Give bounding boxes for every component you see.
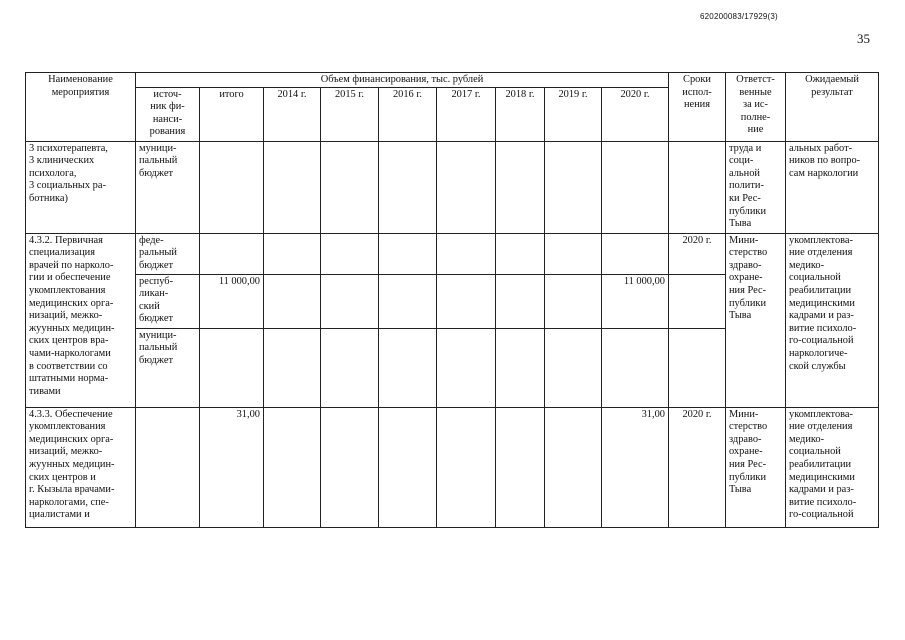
row-cell-2016: [379, 274, 437, 328]
row-term: 2020 г.: [669, 407, 726, 527]
row-total: [200, 233, 264, 274]
row-term: [669, 141, 726, 233]
row-cell-2018: [496, 407, 545, 527]
row-cell-2018: [496, 233, 545, 274]
row-name: 4.3.2. Первичная специализация врачей по нарколо- гии и обеспечение укомплектования медицинских орга- низаций, межко- жуунных медицин- ских центров вра- чами-наркологами в соответствии со штатными норма- тивами: [26, 233, 136, 407]
header-financing: Объем финансирования, тыс. рублей: [136, 73, 669, 88]
row-cell-2014: [264, 274, 321, 328]
header-row-1: [26, 73, 879, 88]
row-source: муници- пальный бюджет: [136, 328, 200, 407]
row-total: [200, 141, 264, 233]
row-result: альных работ- ников по вопро- сам наркологии: [786, 141, 879, 233]
row-term-empty: [669, 328, 726, 407]
row-result: укомплектова- ние отделения медико- социальной реабилитации медицинскими кадрами и раз- витие психоло- го-социальной наркологиче- ской службы: [786, 233, 879, 407]
header-year-2016: 2016 г.: [379, 87, 437, 141]
row-term-empty: [669, 274, 726, 328]
row-cell-2016: [379, 233, 437, 274]
row-cell-2020: [602, 233, 669, 274]
row-cell-2020: 11 000,00: [602, 274, 669, 328]
row-cell-2019: [545, 141, 602, 233]
row-cell-2014: [264, 141, 321, 233]
row-source: [136, 407, 200, 527]
row-cell-2015: [321, 274, 379, 328]
header-year-2018: 2018 г.: [496, 87, 545, 141]
row-cell-2018: [496, 328, 545, 407]
row-cell-2016: [379, 141, 437, 233]
row-cell-2017: [437, 328, 496, 407]
row-cell-2017: [437, 407, 496, 527]
row-cell-2015: [321, 328, 379, 407]
header-year-2020: 2020 г.: [602, 87, 669, 141]
header-total: итого: [200, 87, 264, 141]
header-result: Ожидаемый результат: [786, 73, 879, 142]
row-cell-2018: [496, 141, 545, 233]
row-total: 31,00: [200, 407, 264, 527]
row-cell-2019: [545, 328, 602, 407]
header-year-2019: 2019 г.: [545, 87, 602, 141]
document-id: 620200083/17929(3): [700, 12, 778, 21]
header-year-2014: 2014 г.: [264, 87, 321, 141]
row-name: 4.3.3. Обеспечение укомплектования медицинских орга- низаций, межко- жуунных медицин- ских центров и г. Кызыла врачами- наркологами, спе- циалистами и: [26, 407, 136, 527]
row-source: муници- пальный бюджет: [136, 141, 200, 233]
row-cell-2017: [437, 233, 496, 274]
header-year-2017: 2017 г.: [437, 87, 496, 141]
row-responsible: Мини- стерство здраво- охране- ния Рес- публики Тыва: [726, 407, 786, 527]
row-source: респуб- ликан- ский бюджет: [136, 274, 200, 328]
row-name: 3 психотерапевта, 3 клинических психолога, 3 социальных ра- ботника): [26, 141, 136, 233]
table-row: [26, 407, 879, 527]
row-cell-2015: [321, 141, 379, 233]
row-cell-2014: [264, 407, 321, 527]
row-cell-2020: [602, 328, 669, 407]
row-cell-2019: [545, 233, 602, 274]
table-row: [26, 141, 879, 233]
row-total: [200, 328, 264, 407]
row-cell-2015: [321, 407, 379, 527]
row-cell-2018: [496, 274, 545, 328]
header-responsible: Ответст- венные за ис- полне- ние: [726, 73, 786, 142]
page-number: 35: [857, 31, 870, 46]
row-cell-2017: [437, 274, 496, 328]
header-terms: Сроки испол- нения: [669, 73, 726, 142]
row-total: 11 000,00: [200, 274, 264, 328]
row-cell-2015: [321, 233, 379, 274]
row-responsible: труда и соци- альной полити- ки Рес- публики Тыва: [726, 141, 786, 233]
row-result: укомплектова- ние отделения медико- социальной реабилитации медицинскими кадрами и раз- витие психоло- го-социальной: [786, 407, 879, 527]
header-source: источ- ник фи- нанси- рования: [136, 87, 200, 141]
row-cell-2020: 31,00: [602, 407, 669, 527]
row-cell-2014: [264, 328, 321, 407]
row-cell-2020: [602, 141, 669, 233]
row-term: 2020 г.: [669, 233, 726, 274]
row-cell-2014: [264, 233, 321, 274]
table-row: [26, 233, 879, 274]
row-responsible: Мини- стерство здраво- охране- ния Рес- публики Тыва: [726, 233, 786, 407]
row-source: феде- ральный бюджет: [136, 233, 200, 274]
row-cell-2016: [379, 328, 437, 407]
row-cell-2017: [437, 141, 496, 233]
financing-table: [25, 72, 879, 528]
header-name: Наименование мероприятия: [26, 73, 136, 142]
header-year-2015: 2015 г.: [321, 87, 379, 141]
row-cell-2019: [545, 274, 602, 328]
row-cell-2016: [379, 407, 437, 527]
row-cell-2019: [545, 407, 602, 527]
